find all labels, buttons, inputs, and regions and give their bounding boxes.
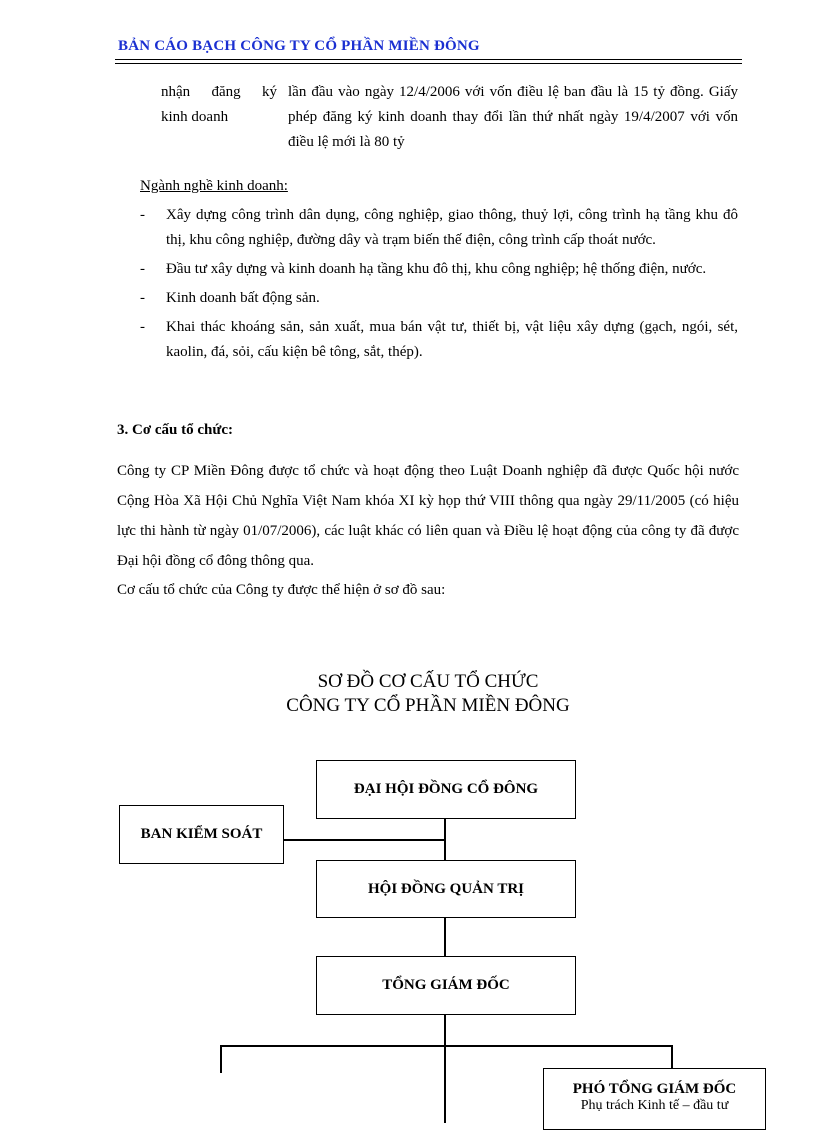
org-chart-title: SƠ ĐỒ CƠ CẤU TỔ CHỨC bbox=[317, 671, 539, 692]
org-box-label: BAN KIỂM SOÁT bbox=[140, 826, 263, 842]
header-rule bbox=[115, 63, 742, 64]
connector-line bbox=[444, 1045, 446, 1123]
list-item bbox=[140, 286, 738, 311]
connector-line bbox=[220, 1045, 672, 1047]
section-paragraph: Công ty CP Miền Đông được tổ chức và hoạt động theo Luật Doanh nghiệp đã được Quốc hội nước Cộng Hòa Xã Hội Chủ Nghĩa Việt Nam khóa XI kỳ họp thứ VIII thông qua ngày 29/11/2005 (có hiệu lực thi hành từ ngày 01/07/2006), các luật khác có liên quan và Điều lệ hoạt động của công ty đã được Đại hội đồng cổ đông thông qua. bbox=[117, 463, 739, 569]
header-rule bbox=[115, 59, 742, 60]
org-box-ceo bbox=[316, 956, 576, 1015]
list-item-text: Đầu tư xây dựng và kinh doanh hạ tầng khu đô thị, khu công nghiệp; hệ thống điện, nước. bbox=[166, 261, 707, 277]
registration-label-line: nhận đăng ký bbox=[161, 84, 277, 100]
bullet-marker: - bbox=[140, 207, 145, 223]
list-item-text: Xây dựng công trình dân dụng, công nghiệp, giao thông, thuỷ lợi, công trình hạ tầng khu đô thị, khu công nghiệp, đường dây và trạm biến thế điện, công trình cấp thoát nước. bbox=[166, 207, 738, 248]
org-box-deputy-ceo bbox=[543, 1068, 766, 1130]
connector-line bbox=[671, 1045, 673, 1069]
bullet-marker: - bbox=[140, 290, 145, 306]
document-header-title: BẢN CÁO BẠCH CÔNG TY CỔ PHẦN MIỀN ĐÔNG bbox=[118, 38, 480, 54]
list-item-text: Kinh doanh bất động sản. bbox=[166, 290, 320, 306]
business-heading: Ngành nghề kinh doanh: bbox=[140, 178, 288, 194]
org-box-shareholders bbox=[316, 760, 576, 819]
org-box-label: TỔNG GIÁM ĐỐC bbox=[382, 977, 510, 993]
business-list bbox=[140, 203, 738, 369]
list-item bbox=[140, 203, 738, 253]
list-item bbox=[140, 315, 738, 365]
org-box-label: PHÓ TỔNG GIÁM ĐỐC bbox=[572, 1081, 737, 1097]
bullet-marker: - bbox=[140, 319, 145, 335]
bullet-marker: - bbox=[140, 261, 145, 277]
registration-text: lần đầu vào ngày 12/4/2006 với vốn điều lệ ban đầu là 15 tỷ đồng. Giấy phép đăng ký kinh doanh thay đổi lần thứ nhất ngày 19/4/2007 với vốn điều lệ mới là 80 tỷ bbox=[288, 84, 738, 150]
org-box-supervisory bbox=[119, 805, 284, 864]
org-box-label: ĐẠI HỘI ĐỒNG CỔ ĐÔNG bbox=[353, 781, 539, 797]
registration-label bbox=[161, 80, 277, 130]
section-intro: Cơ cấu tổ chức của Công ty được thể hiện ở sơ đồ sau: bbox=[117, 582, 446, 598]
connector-line bbox=[444, 1014, 446, 1046]
org-box-sublabel: Phụ trách Kinh tế – đầu tư bbox=[580, 1098, 729, 1113]
section-heading: 3. Cơ cấu tổ chức: bbox=[117, 422, 234, 438]
org-box-label: HỘI ĐỒNG QUẢN TRỊ bbox=[368, 880, 524, 897]
connector-line bbox=[282, 839, 445, 841]
connector-line bbox=[444, 917, 446, 957]
org-box-board bbox=[316, 860, 576, 918]
list-item-text: Khai thác khoáng sản, sản xuất, mua bán vật tư, thiết bị, vật liệu xây dựng (gạch, ngói, sét, kaolin, đá, sỏi, cấu kiện bê tông, sắt, thép). bbox=[166, 319, 738, 360]
list-item bbox=[140, 257, 738, 282]
org-chart-subtitle: CÔNG TY CỔ PHẦN MIỀN ĐÔNG bbox=[286, 695, 570, 716]
registration-label-line: kinh doanh bbox=[161, 109, 229, 125]
connector-line bbox=[220, 1045, 222, 1073]
